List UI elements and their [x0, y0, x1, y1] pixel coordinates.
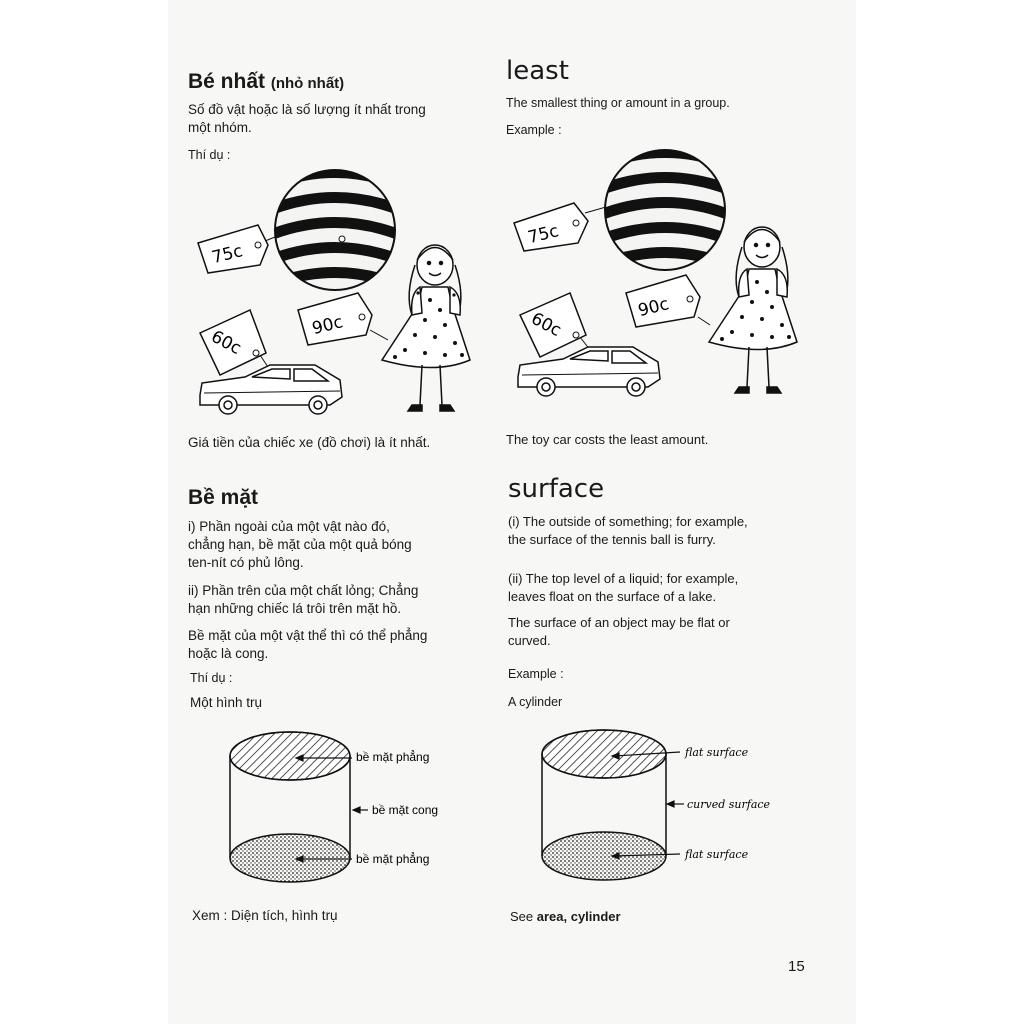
vi-surface-def-ii-1: ii) Phần trên của một chất lỏng; Chẳng	[188, 583, 419, 598]
en-least-illustration	[510, 145, 800, 415]
vi-label-flat-bottom: bề mặt phẳng	[356, 852, 430, 866]
en-least-definition: The smallest thing or amount in a group.	[506, 96, 730, 110]
en-label-curved: curved surface	[687, 798, 771, 811]
en-see-links: area, cylinder	[536, 909, 621, 924]
en-surface-heading: surface	[508, 474, 605, 504]
price-tag-60c-text: 60c	[207, 326, 245, 359]
vi-least-definition-line1: Số đồ vật hoặc là số lượng ít nhất trong	[188, 102, 426, 117]
vi-surface-def-i-3: ten-nít có phủ lông.	[188, 555, 304, 570]
en-surface-def-i-1: (i) The outside of something; for example,	[508, 514, 748, 529]
vi-label-curved: bề mặt cong	[372, 803, 439, 817]
doll-icon	[382, 245, 470, 411]
en-surface-def-ii-2: leaves float on the surface of a lake.	[508, 589, 717, 604]
en-least-example-label: Example :	[506, 123, 562, 137]
price-tag-90c-text: 90c	[310, 312, 346, 340]
cylinder-icon	[542, 730, 666, 880]
vi-see-also: Xem : Diện tích, hình trụ	[192, 908, 338, 923]
vi-least-definition-line2: một nhóm.	[188, 120, 252, 135]
vi-surface-def-i-2: chẳng hạn, bề mặt của một quả bóng	[188, 537, 412, 552]
vi-label-flat-top: bề mặt phẳng	[356, 750, 430, 764]
vi-least-illustration	[190, 165, 480, 435]
en-surface-example-label: Example :	[508, 667, 564, 681]
en-label-flat-top: flat surface	[685, 746, 749, 759]
en-least-heading: least	[506, 56, 569, 86]
price-tag-75c	[198, 225, 280, 273]
vi-cylinder-diagram	[220, 728, 460, 898]
vi-surface-example-label: Thí dụ :	[190, 671, 233, 685]
en-see-also: See area, cylinder	[510, 909, 621, 924]
vi-surface-note-1: Bề mặt của một vật thể thì có thể phẳng	[188, 628, 428, 643]
price-tag-90c	[626, 275, 710, 327]
price-tag-60c-text: 60c	[527, 308, 565, 341]
en-surface-note-1: The surface of an object may be flat or	[508, 615, 730, 630]
price-tag-90c	[298, 293, 388, 345]
en-cylinder-diagram	[540, 728, 780, 898]
price-tag-60c	[200, 310, 272, 375]
price-tag-75c-text: 75c	[209, 241, 245, 269]
doll-icon	[709, 227, 797, 393]
vi-least-caption: Giá tiền của chiếc xe (đồ chơi) là ít nhất.	[188, 435, 431, 450]
page-number: 15	[788, 958, 805, 975]
price-tag-60c	[520, 293, 594, 357]
en-surface-note-2: curved.	[508, 633, 551, 648]
vi-surface-note-2: hoặc là cong.	[188, 646, 269, 661]
striped-ball-icon	[600, 150, 730, 270]
striped-ball-icon	[270, 170, 400, 290]
price-tag-75c-text: 75c	[525, 221, 561, 249]
vi-least-heading: Bé nhất (nhỏ nhất)	[188, 70, 345, 93]
vi-least-example-label: Thí dụ :	[188, 148, 231, 162]
vi-surface-def-i-1: i) Phần ngoài của một vật nào đó,	[188, 519, 390, 534]
vi-surface-example-item: Một hình trụ	[190, 695, 263, 710]
en-surface-example-item: A cylinder	[508, 695, 563, 709]
en-least-caption: The toy car costs the least amount.	[506, 432, 709, 447]
price-tag-90c-text: 90c	[636, 294, 672, 322]
vi-surface-heading: Bề mặt	[188, 486, 259, 509]
en-surface-def-ii-1: (ii) The top level of a liquid; for example,	[508, 571, 739, 586]
en-surface-def-i-2: the surface of the tennis ball is furry.	[508, 532, 716, 547]
price-tag-75c	[514, 203, 606, 251]
vi-surface-def-ii-2: hạn những chiếc lá trôi trên mặt hồ.	[188, 601, 402, 616]
en-label-flat-bottom: flat surface	[685, 848, 749, 861]
